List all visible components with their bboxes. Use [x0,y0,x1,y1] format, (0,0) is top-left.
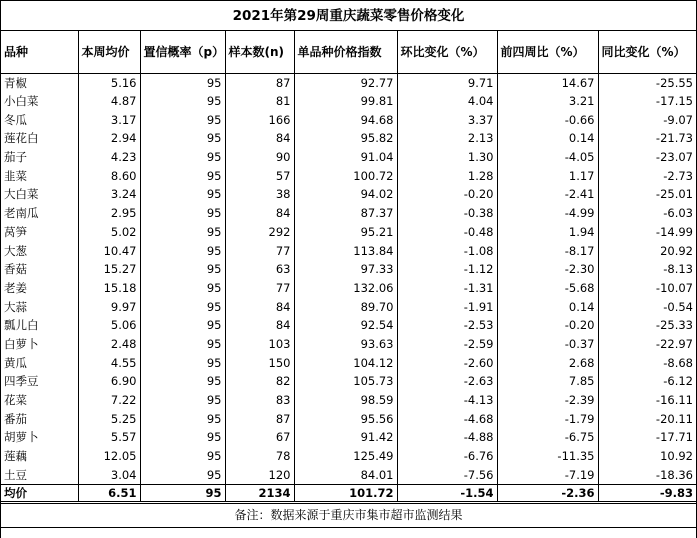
value-cell: -16.11 [655,393,693,408]
value-cell: 7.22 [78,391,140,410]
value-cell: 94.02 [294,185,397,204]
vegetable-name-cell: 胡萝卜 [1,428,78,447]
value-cell: -0.66 [497,110,598,129]
value-cell: 77 [225,241,294,260]
column-header: 前四周比（%） [497,31,598,73]
column-header: 本周均价 [78,31,140,73]
value-cell: 8.60 [78,166,140,185]
value-cell: 95 [140,409,225,428]
value-cell: 91.42 [294,428,397,447]
value-cell: 95 [140,204,225,223]
value-cell: -1.79 [497,409,598,428]
average-value-cell: 2134 [225,484,294,503]
value-cell: -17.71 [655,430,693,445]
value-cell: 3.37 [397,110,497,129]
value-cell: 95 [140,353,225,372]
value-cell: 95.21 [294,223,397,242]
value-cell: 77 [225,279,294,298]
table-row [1,335,696,354]
column-header: 同比变化（%） [598,31,696,73]
value-cell: 3.17 [78,110,140,129]
vegetable-name-cell: 香菇 [1,260,78,279]
value-cell: 0.14 [497,129,598,148]
value-cell: -0.48 [397,223,497,242]
value-cell: -10.07 [655,280,693,295]
vegetable-name-cell: 老姜 [1,279,78,298]
value-cell: 103 [225,335,294,354]
value-cell: -14.99 [655,224,693,239]
value-cell: 57 [225,166,294,185]
table-row [1,129,696,148]
vegetable-name-cell: 大蒜 [1,297,78,316]
vegetable-name-cell: 大葱 [1,241,78,260]
value-cell: 95.56 [294,409,397,428]
table-row [1,297,696,316]
table-row [1,92,696,111]
value-cell: -4.68 [397,409,497,428]
value-cell: 5.25 [78,409,140,428]
value-cell: -7.19 [497,465,598,484]
value-cell: 63 [225,260,294,279]
value-cell: -4.99 [497,204,598,223]
value-cell: -5.68 [497,279,598,298]
value-cell: 95 [140,166,225,185]
value-cell: 4.04 [397,92,497,111]
value-cell: 95 [140,316,225,335]
value-cell: -1.91 [397,297,497,316]
value-cell: 14.67 [497,73,598,92]
vegetable-name-cell: 青椒 [1,73,78,92]
average-value-cell: -2.36 [497,484,598,503]
value-cell: 82 [225,372,294,391]
value-cell: 95 [140,297,225,316]
value-cell: -9.07 [663,112,693,127]
value-cell: -1.08 [397,241,497,260]
table-row [1,447,696,466]
table-row [1,428,696,447]
table-body [1,73,696,503]
column-header: 单品种价格指数 [294,31,397,73]
table-row [1,372,696,391]
value-cell: 99.81 [294,92,397,111]
value-cell: 95 [140,335,225,354]
value-cell: -8.13 [663,262,693,277]
value-cell: -7.56 [397,465,497,484]
value-cell: 95 [140,110,225,129]
value-cell: 1.30 [397,148,497,167]
average-value-cell: 95 [140,484,225,503]
vegetable-name-cell: 白萝卜 [1,335,78,354]
value-cell: 97.33 [294,260,397,279]
value-cell: -2.41 [497,185,598,204]
value-cell: 3.21 [497,92,598,111]
average-row [1,484,696,503]
value-cell: 104.12 [294,353,397,372]
value-cell: 95 [140,391,225,410]
value-cell: 2.68 [497,353,598,372]
value-cell: 95 [140,372,225,391]
value-cell: 10.92 [660,449,693,464]
value-cell: 1.94 [497,223,598,242]
value-cell: 292 [225,223,294,242]
value-cell: -8.68 [663,355,693,370]
value-cell: -1.31 [397,279,497,298]
value-cell: 20.92 [660,243,693,258]
value-cell: -6.76 [397,447,497,466]
value-cell: 7.85 [497,372,598,391]
value-cell: 95 [140,73,225,92]
value-cell: 95 [140,223,225,242]
value-cell: -2.73 [663,168,693,183]
value-cell: 150 [225,353,294,372]
value-cell: 2.95 [78,204,140,223]
value-cell: 84 [225,204,294,223]
value-cell: 125.49 [294,447,397,466]
value-cell: 98.59 [294,391,397,410]
value-cell: 4.23 [78,148,140,167]
value-cell: 87.37 [294,204,397,223]
value-cell: 15.27 [78,260,140,279]
value-cell: 166 [225,110,294,129]
value-cell: 92.77 [294,73,397,92]
value-cell: -2.59 [397,335,497,354]
vegetable-name-cell: 小白菜 [1,92,78,111]
value-cell: -2.63 [397,372,497,391]
vegetable-name-cell: 黄瓜 [1,353,78,372]
average-value-cell: 6.51 [78,484,140,503]
value-cell: 84.01 [294,465,397,484]
average-value-cell: -9.83 [598,484,696,503]
value-cell: -22.97 [655,336,693,351]
header-row [1,31,696,73]
value-cell: 91.04 [294,148,397,167]
vegetable-name-cell: 花菜 [1,391,78,410]
vegetable-name-cell: 茄子 [1,148,78,167]
value-cell: -4.88 [397,428,497,447]
value-cell: -2.53 [397,316,497,335]
table-row [1,353,696,372]
value-cell: 93.63 [294,335,397,354]
value-cell: 120 [225,465,294,484]
table-row [1,316,696,335]
table-row [1,204,696,223]
table-row [1,73,696,92]
value-cell: -25.33 [655,318,693,333]
value-cell: -6.75 [497,428,598,447]
price-table [1,31,696,504]
value-cell: 2.48 [78,335,140,354]
value-cell: 6.90 [78,372,140,391]
value-cell: 10.47 [78,241,140,260]
value-cell: 89.70 [294,297,397,316]
value-cell: -18.36 [655,467,693,482]
column-header: 置信概率（p） [140,31,225,73]
table-row [1,260,696,279]
column-header: 环比变化（%） [397,31,497,73]
value-cell: -6.12 [663,374,693,389]
value-cell: 92.54 [294,316,397,335]
vegetable-name-cell: 老南瓜 [1,204,78,223]
value-cell: 3.24 [78,185,140,204]
value-cell: 132.06 [294,279,397,298]
value-cell: 84 [225,129,294,148]
value-cell: 100.72 [294,166,397,185]
value-cell: 105.73 [294,372,397,391]
value-cell: 3.04 [78,465,140,484]
value-cell: -17.15 [655,94,693,109]
table-row [1,185,696,204]
table-row [1,110,696,129]
value-cell: 95 [140,447,225,466]
value-cell: 1.17 [497,166,598,185]
table-row [1,223,696,242]
value-cell: 87 [225,73,294,92]
table-row [1,166,696,185]
value-cell: 95 [140,185,225,204]
value-cell: 84 [225,297,294,316]
average-value-cell: -1.54 [397,484,497,503]
value-cell: 67 [225,428,294,447]
value-cell: 4.55 [78,353,140,372]
value-cell: 95 [140,279,225,298]
value-cell: -23.07 [655,150,693,165]
value-cell: 95 [140,428,225,447]
vegetable-name-cell: 四季豆 [1,372,78,391]
value-cell: 83 [225,391,294,410]
vegetable-name-cell: 韭菜 [1,166,78,185]
value-cell: 81 [225,92,294,111]
table-row [1,465,696,484]
value-cell: 84 [225,316,294,335]
table-row [1,148,696,167]
source-note: 备注：数据来源于重庆市集市超市监测结果 [1,504,696,528]
value-cell: 1.28 [397,166,497,185]
value-cell: -2.30 [497,260,598,279]
value-cell: -20.11 [655,411,693,426]
value-cell: 87 [225,409,294,428]
table-row [1,391,696,410]
table-title: 2021年第29周重庆蔬菜零售价格变化 [1,1,696,31]
vegetable-name-cell: 番茄 [1,409,78,428]
value-cell: 15.18 [78,279,140,298]
value-cell: -4.05 [497,148,598,167]
value-cell: -0.37 [497,335,598,354]
vegetable-name-cell: 莴笋 [1,223,78,242]
value-cell: -0.54 [663,299,693,314]
value-cell: 2.94 [78,129,140,148]
column-header: 样本数(n) [225,31,294,73]
value-cell: -25.01 [655,187,693,202]
value-cell: 5.06 [78,316,140,335]
value-cell: -1.12 [397,260,497,279]
value-cell: 94.68 [294,110,397,129]
vegetable-name-cell: 莲花白 [1,129,78,148]
value-cell: -21.73 [655,131,693,146]
value-cell: 9.71 [397,73,497,92]
column-header: 品种 [1,31,78,73]
value-cell: 2.13 [397,129,497,148]
value-cell: -2.39 [497,391,598,410]
value-cell: 95 [140,148,225,167]
value-cell: 95 [140,92,225,111]
value-cell: -4.13 [397,391,497,410]
value-cell: 38 [225,185,294,204]
value-cell: 9.97 [78,297,140,316]
table-row [1,409,696,428]
value-cell: 95 [140,465,225,484]
vegetable-name-cell: 莲藕 [1,447,78,466]
vegetable-name-cell: 大白菜 [1,185,78,204]
value-cell: 95 [140,260,225,279]
vegetable-name-cell: 瓢儿白 [1,316,78,335]
value-cell: 5.57 [78,428,140,447]
value-cell: -25.55 [655,75,693,90]
value-cell: 95 [140,129,225,148]
value-cell: 5.16 [78,73,140,92]
value-cell: -0.20 [497,316,598,335]
value-cell: -8.17 [497,241,598,260]
value-cell: 90 [225,148,294,167]
table-row [1,241,696,260]
value-cell: -11.35 [497,447,598,466]
value-cell: 5.02 [78,223,140,242]
value-cell: 12.05 [78,447,140,466]
average-label-cell: 均价 [1,484,78,503]
value-cell: 4.87 [78,92,140,111]
value-cell: 95.82 [294,129,397,148]
average-value-cell: 101.72 [294,484,397,503]
value-cell: 0.14 [497,297,598,316]
value-cell: -0.20 [397,185,497,204]
vegetable-name-cell: 土豆 [1,465,78,484]
value-cell: 113.84 [294,241,397,260]
value-cell: -6.03 [663,206,693,221]
value-cell: -0.38 [397,204,497,223]
table-row [1,279,696,298]
value-cell: 78 [225,447,294,466]
vegetable-name-cell: 冬瓜 [1,110,78,129]
value-cell: 95 [140,241,225,260]
value-cell: -2.60 [397,353,497,372]
